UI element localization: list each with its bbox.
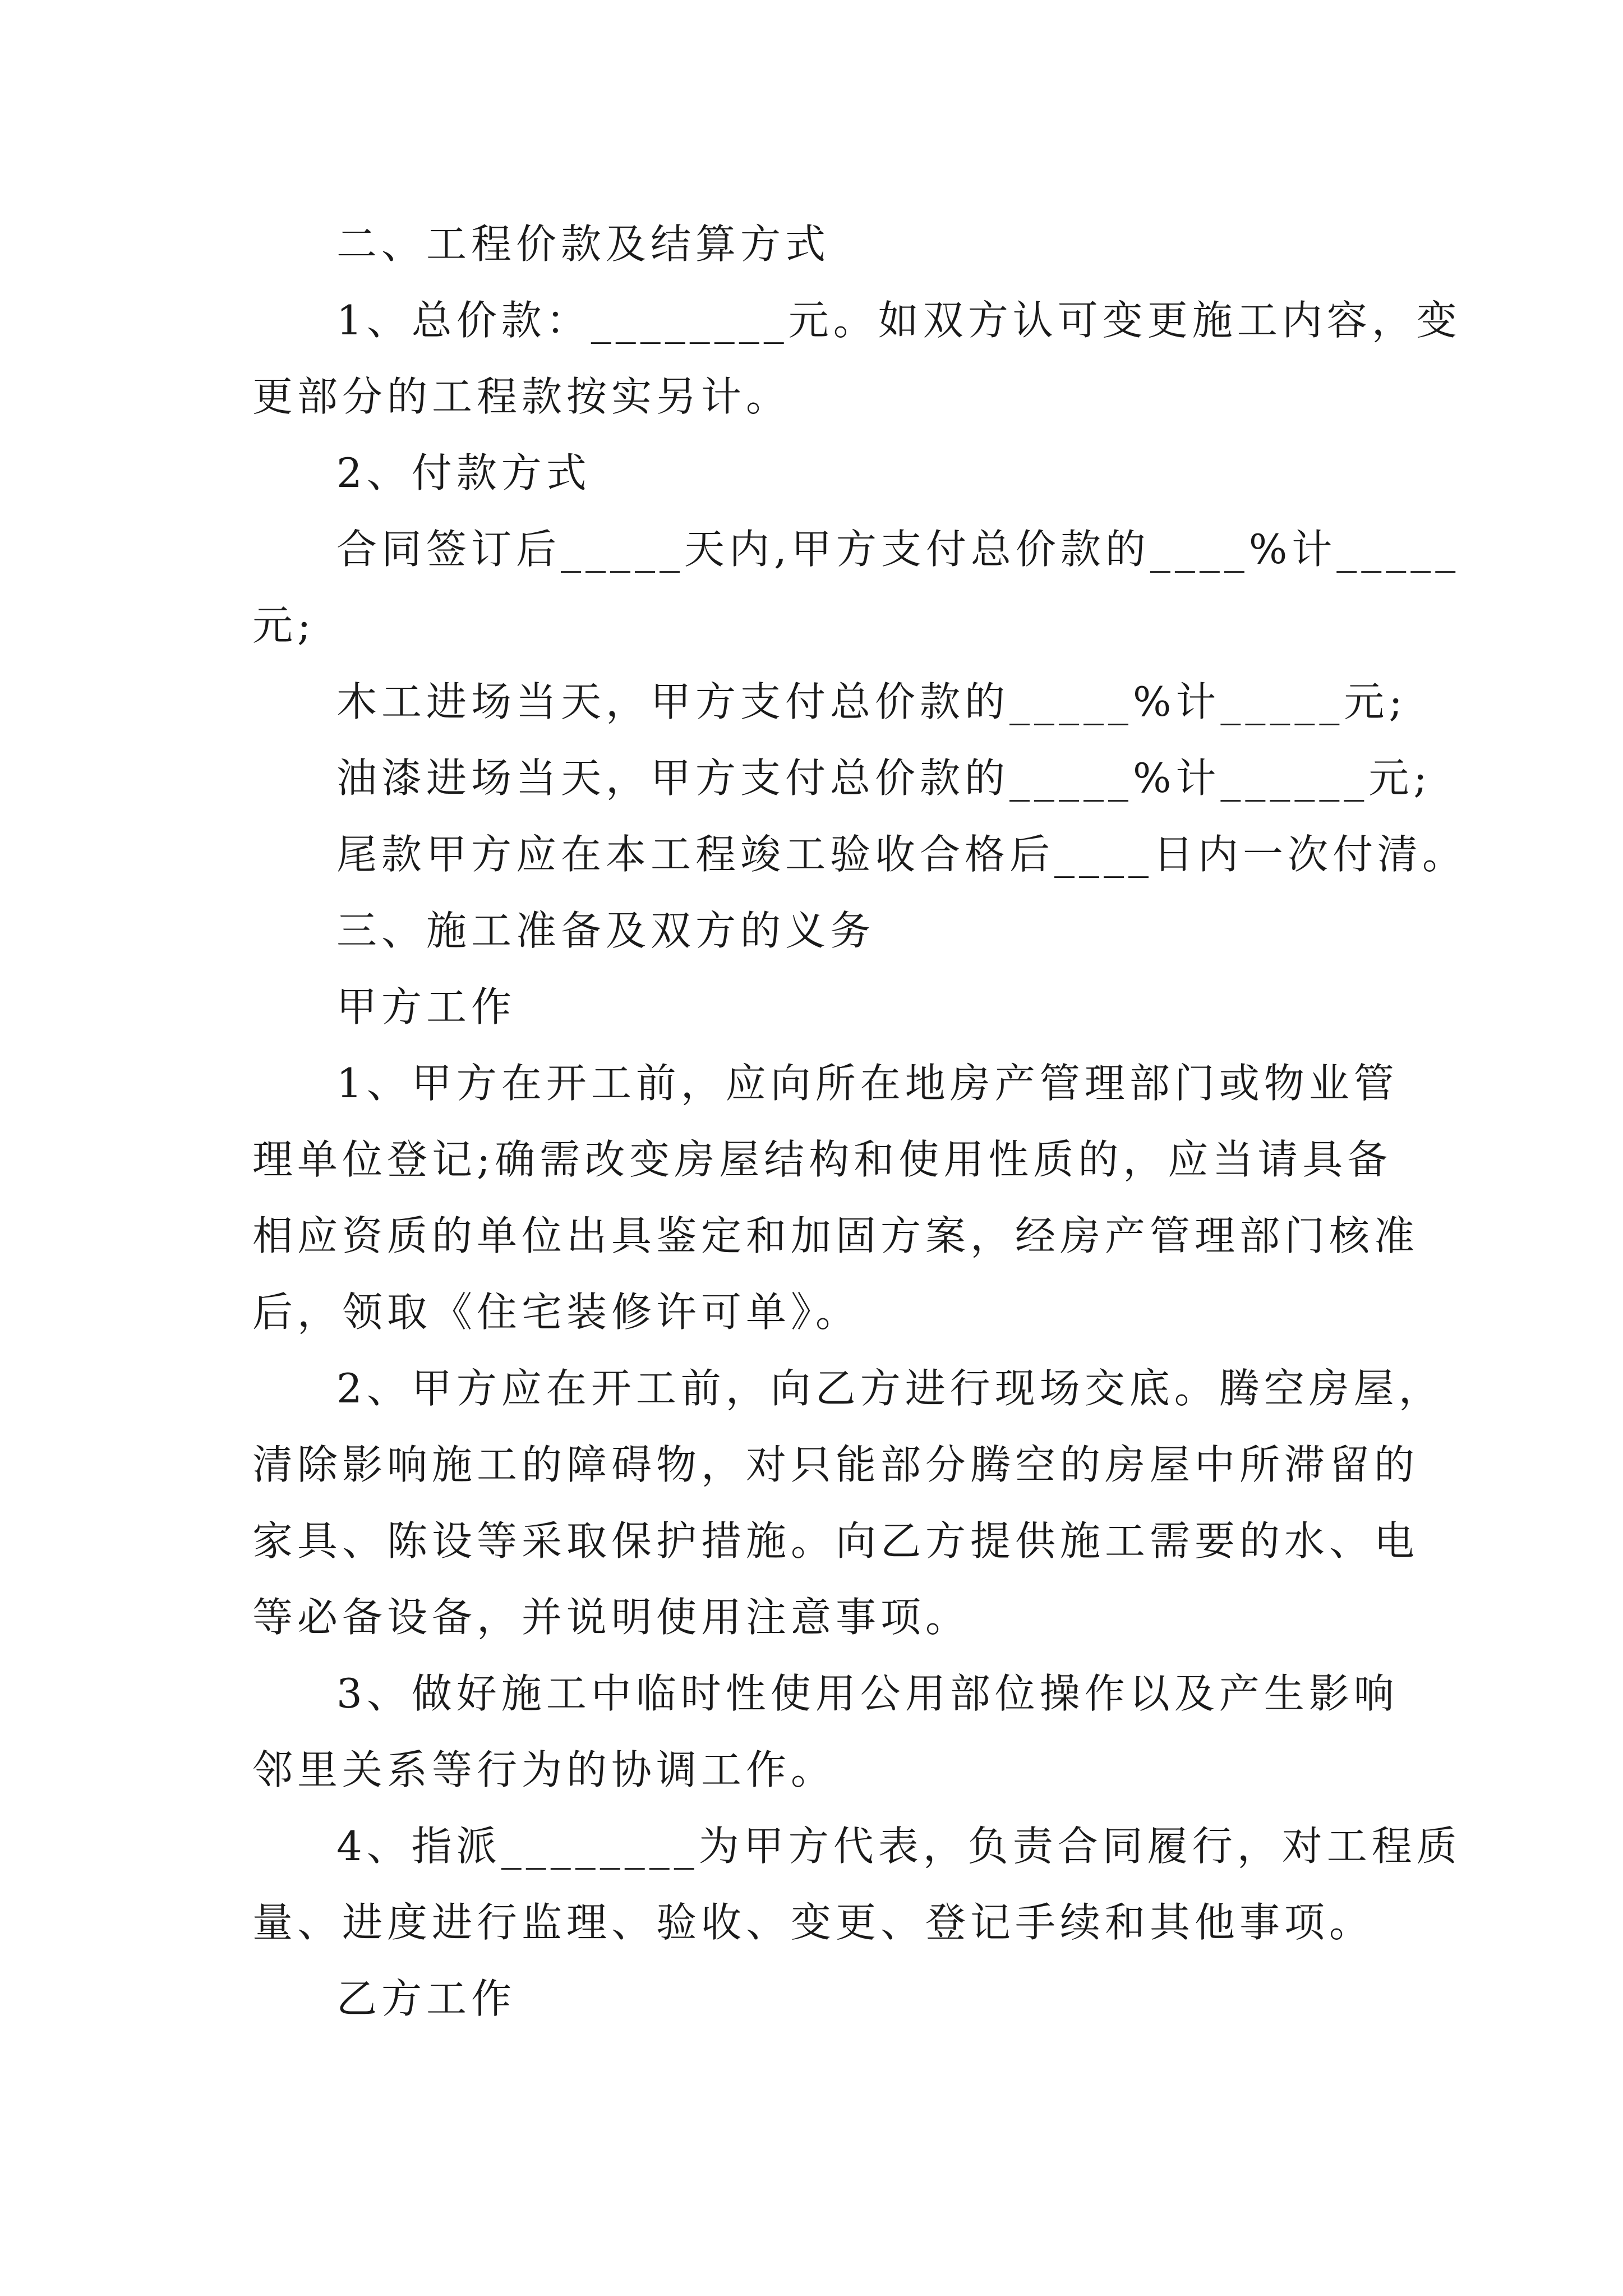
party-a-item-3-cont: 邻里关系等行为的协调工作。 (252, 1746, 836, 1793)
payment-painting: 油漆进场当天，甲方支付总价款的_____%计______元; (336, 754, 1432, 802)
party-a-item-1-cont: 相应资质的单位出具鉴定和加固方案，经房产管理部门核准 (252, 1212, 1419, 1259)
party-a-item-4-cont: 量、进度进行监理、验收、变更、登记手续和其他事项。 (252, 1899, 1375, 1946)
payment-after-signing-cont: 元; (252, 602, 316, 649)
party-a-item-2-cont: 等必备设备，并说明使用注意事项。 (252, 1594, 971, 1641)
party-a-item-3: 3、做好施工中临时性使用公用部位操作以及产生影响 (336, 1670, 1399, 1717)
subheading-party-a-work: 甲方工作 (336, 983, 517, 1030)
party-a-item-1-cont: 后，领取《住宅装修许可单》。 (252, 1289, 861, 1336)
party-a-item-2: 2、甲方应在开工前，向乙方进行现场交底。腾空房屋， (336, 1365, 1444, 1412)
subheading-party-b-work: 乙方工作 (336, 1975, 517, 2022)
paragraph-total-price: 1、总价款：________元。如双方认可变更施工内容，变 (336, 297, 1461, 344)
party-a-item-4: 4、指派________为甲方代表，负责合同履行，对工程质 (336, 1823, 1461, 1870)
payment-carpentry: 木工进场当天，甲方支付总价款的_____%计_____元; (336, 678, 1407, 725)
party-a-item-2-cont: 清除影响施工的障碍物，对只能部分腾空的房屋中所滞留的 (252, 1441, 1419, 1488)
payment-after-signing: 合同签订后_____天内,甲方支付总价款的____%计_____ (336, 526, 1460, 573)
payment-final-balance: 尾款甲方应在本工程竣工验收合格后____日内一次付清。 (336, 831, 1468, 878)
party-a-item-1-cont: 理单位登记;确需改变房屋结构和使用性质的，应当请具备 (252, 1136, 1393, 1183)
party-a-item-1: 1、甲方在开工前，应向所在地房产管理部门或物业管 (336, 1060, 1399, 1107)
party-a-item-2-cont: 家具、陈设等采取保护措施。向乙方提供施工需要的水、电 (252, 1517, 1419, 1565)
section-heading-obligations: 三、施工准备及双方的义务 (336, 907, 875, 954)
subheading-payment-method: 2、付款方式 (336, 449, 591, 496)
section-heading-price-settlement: 二、工程价款及结算方式 (336, 220, 831, 268)
paragraph-total-price-cont: 更部分的工程款按实另计。 (252, 373, 791, 420)
